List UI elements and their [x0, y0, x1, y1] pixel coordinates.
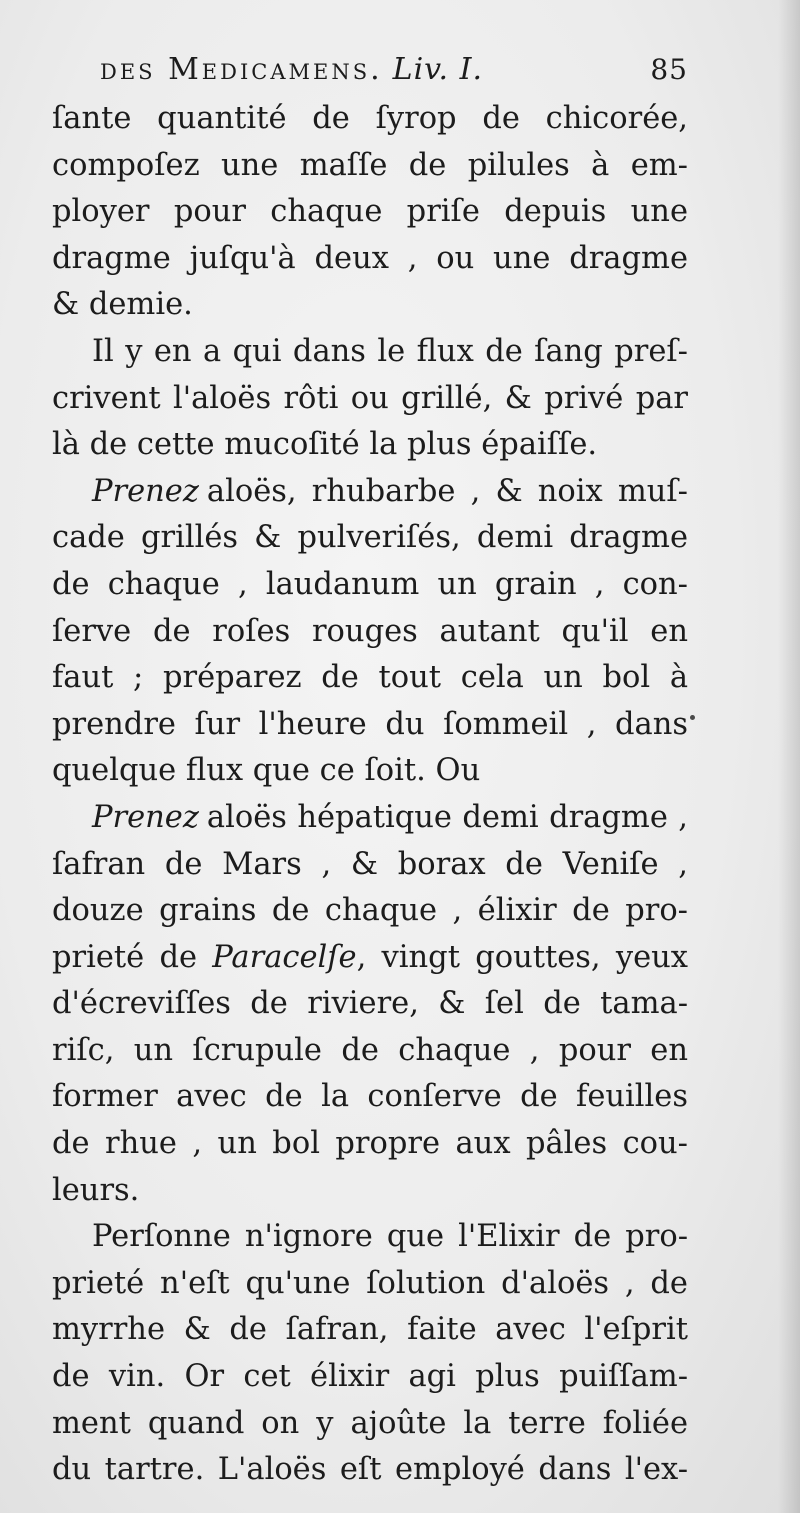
- text-line: ſante quantité de ſyrop de chicorée,: [52, 101, 688, 136]
- text-line: dragme juſqu'à deux , ou une dragme: [52, 240, 688, 276]
- text-line: du tartre. L'aloës eſt employé dans l'ex-: [52, 1452, 688, 1488]
- recipe-line: [52, 795, 688, 842]
- text-line: ment quand on y ajoûte la terre foliée: [52, 1405, 688, 1441]
- text-line: quelque flux que ce ſoit. Ou: [52, 753, 481, 789]
- text-line: de vin. Or cet élixir agi plus puiſſam-: [52, 1359, 688, 1395]
- text-line: leurs.: [52, 1172, 140, 1208]
- text-line: faut ; préparez de tout cela un bol à: [52, 660, 688, 696]
- text-line: ployer pour chaque priſe depuis une: [52, 194, 688, 230]
- running-head-book: Liv. I.: [392, 52, 484, 87]
- recipe-text: aloës, rhubarbe , & noix muſ-: [206, 473, 688, 509]
- text-line: ſerve de roſes rouges autant qu'il en: [52, 613, 688, 649]
- text-line: d'écreviſſes de riviere, & ſel de tama-: [52, 986, 688, 1022]
- italic-name: Paracelſe: [212, 939, 357, 975]
- text-line: ſafran de Mars , & borax de Veniſe ,: [52, 846, 688, 882]
- recipe-lead-word: Prenez: [92, 799, 199, 835]
- text-line: prieté n'eſt qu'une ſolution d'aloës , de: [52, 1265, 688, 1301]
- text-line: de rhue , un bol propre aux pâles cou-: [52, 1126, 688, 1162]
- text-line: compoſez une maſſe de pilules à em-: [52, 147, 688, 183]
- recipe-lead-word: Prenez: [92, 473, 199, 509]
- page-number: 85: [650, 53, 688, 86]
- text-line: cade grillés & pulveriſés, demi dragme: [52, 520, 688, 556]
- text-line: former avec de la conſerve de feuilles: [52, 1079, 688, 1115]
- text-line: de chaque , laudanum un grain , con-: [52, 566, 688, 602]
- text-line: prendre ſur l'heure du ſommeil , dans: [52, 706, 688, 742]
- running-head-title: des Medicamens.: [100, 52, 383, 87]
- recipe-text: aloës hépatique demi dragme ,: [206, 799, 688, 835]
- text-line-with-italic: [52, 935, 688, 982]
- running-head: [52, 52, 688, 96]
- page-edge-shadow: [778, 0, 800, 1513]
- text-line: douze grains de chaque , élixir de pro-: [52, 893, 688, 929]
- text-line: crivent l'aloës rôti ou grillé, & privé par: [52, 380, 688, 416]
- ink-speck: [690, 715, 695, 720]
- recipe-line: [52, 469, 688, 516]
- text-line: myrrhe & de ſafran, faite avec l'eſprit: [52, 1312, 688, 1348]
- text-line: là de cette mucoſité la plus épaiſſe.: [52, 427, 598, 463]
- text-line: & demie.: [52, 287, 193, 323]
- text-line: Il y en a qui dans le flux de ſang preſ-: [92, 333, 688, 369]
- text-line: riſc, un ſcrupule de chaque , pour en: [52, 1032, 688, 1068]
- text-block: [52, 52, 688, 1494]
- text-fragment: prieté de: [52, 939, 198, 975]
- text-line: Perſonne n'ignore que l'Elixir de pro-: [92, 1219, 688, 1255]
- text-fragment: , vingt gouttes, yeux: [356, 939, 688, 975]
